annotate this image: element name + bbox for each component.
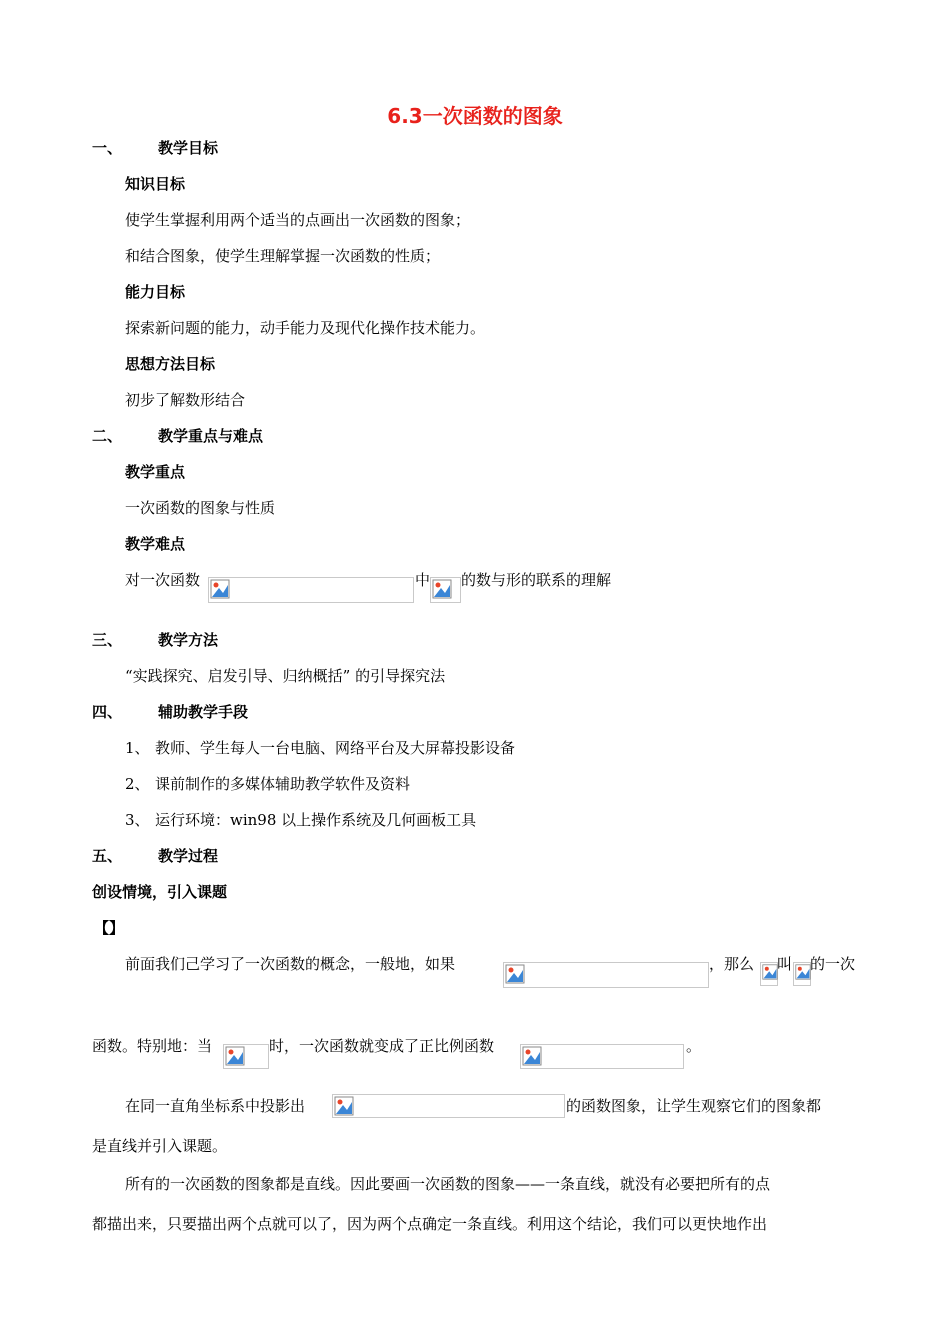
broken-image-icon bbox=[762, 964, 778, 980]
list-number: 3、 bbox=[125, 811, 150, 829]
paragraph: 探索新问题的能力，动手能力及现代化操作技术能力。 bbox=[125, 319, 486, 337]
section-number: 一、 bbox=[92, 139, 123, 157]
paragraph-text: 都描出来，只要描出两个点就可以了，因为两个点确定一条直线。利用这个结论，我们可以更快地作出 bbox=[92, 1215, 768, 1233]
section-heading-1 bbox=[92, 138, 218, 158]
formula-image-placeholder bbox=[520, 1044, 684, 1069]
broken-image-icon bbox=[210, 579, 230, 599]
section-heading-3 bbox=[92, 630, 218, 650]
paragraph-text: 在同一直角坐标系中投影出 bbox=[125, 1097, 306, 1115]
section-title: 教学重点与难点 bbox=[158, 427, 264, 445]
subheading-method-goal: 思想方法目标 bbox=[125, 355, 216, 373]
broken-image-icon bbox=[522, 1046, 542, 1066]
paragraph: 和结合图象，使学生理解掌握一次函数的性质； bbox=[125, 247, 441, 265]
formula-image-placeholder bbox=[503, 962, 709, 988]
paragraph-text: 前面我们己学习了一次函数的概念，一般地，如果 bbox=[125, 955, 456, 973]
formula-image-placeholder bbox=[760, 962, 778, 986]
paragraph-text: 的函数图象，让学生观察它们的图象都 bbox=[566, 1097, 822, 1115]
bracket-label: 【】 bbox=[94, 919, 125, 937]
section-heading-4 bbox=[92, 702, 248, 722]
formula-image-placeholder bbox=[793, 962, 811, 986]
subheading-process: 创设情境，引入课题 bbox=[92, 883, 228, 901]
section-title: 教学目标 bbox=[158, 139, 219, 157]
section-heading-5 bbox=[92, 846, 218, 866]
list-number: 2、 bbox=[125, 775, 150, 793]
broken-image-icon bbox=[795, 964, 811, 980]
paragraph-text: 是直线并引入课题。 bbox=[92, 1137, 228, 1155]
formula-image-placeholder bbox=[223, 1044, 269, 1069]
broken-image-icon bbox=[225, 1046, 245, 1066]
section-title: 教学过程 bbox=[158, 847, 219, 865]
section-number: 四、 bbox=[92, 703, 123, 721]
list-text: 运行环境：win98 以上操作系统及几何画板工具 bbox=[155, 811, 477, 829]
page-title: 6.3一次函数的图象 bbox=[387, 104, 563, 128]
subheading-key-point: 教学重点 bbox=[125, 463, 186, 481]
list-item bbox=[125, 738, 515, 758]
list-item bbox=[125, 810, 476, 830]
paragraph-text: 函数。特别地：当 bbox=[92, 1037, 213, 1055]
paragraph: “实践探究、启发引导、归纳概括” 的引导探究法 bbox=[125, 667, 446, 685]
subheading-knowledge: 知识目标 bbox=[125, 175, 186, 193]
list-number: 1、 bbox=[125, 739, 150, 757]
section-heading-2 bbox=[92, 426, 263, 446]
broken-image-icon bbox=[432, 579, 452, 599]
subheading-difficulty: 教学难点 bbox=[125, 535, 186, 553]
formula-image-placeholder bbox=[430, 577, 461, 603]
section-title: 辅助教学手段 bbox=[158, 703, 249, 721]
formula-image-placeholder bbox=[208, 577, 414, 603]
paragraph-text: 的数与形的联系的理解 bbox=[461, 571, 612, 589]
paragraph: 初步了解数形结合 bbox=[125, 391, 246, 409]
list-item bbox=[125, 774, 410, 794]
paragraph-text: 时，一次函数就变成了正比例函数 bbox=[269, 1037, 495, 1055]
paragraph-text: ，那么 bbox=[709, 955, 755, 973]
subheading-ability: 能力目标 bbox=[125, 283, 186, 301]
section-title: 教学方法 bbox=[158, 631, 219, 649]
formula-image-placeholder bbox=[332, 1094, 565, 1118]
section-number: 二、 bbox=[92, 427, 123, 445]
broken-image-icon bbox=[505, 964, 525, 984]
paragraph-text: 所有的一次函数的图象都是直线。因此要画一次函数的图象——一条直线，就没有必要把所有的点 bbox=[125, 1175, 771, 1193]
list-text: 课前制作的多媒体辅助教学软件及资料 bbox=[155, 775, 411, 793]
paragraph: 使学生掌握利用两个适当的点画出一次函数的图象； bbox=[125, 211, 471, 229]
paragraph-text: 叫 bbox=[777, 955, 793, 973]
paragraph-text: 对一次函数 bbox=[125, 571, 201, 589]
section-number: 五、 bbox=[92, 847, 123, 865]
paragraph: 一次函数的图象与性质 bbox=[125, 499, 276, 517]
paragraph-text: 。 bbox=[686, 1037, 702, 1055]
list-text: 教师、学生每人一台电脑、网络平台及大屏幕投影设备 bbox=[155, 739, 516, 757]
section-number: 三、 bbox=[92, 631, 123, 649]
broken-image-icon bbox=[334, 1096, 354, 1116]
paragraph-text: 的一次 bbox=[810, 955, 856, 973]
paragraph-text: 中 bbox=[415, 571, 431, 589]
